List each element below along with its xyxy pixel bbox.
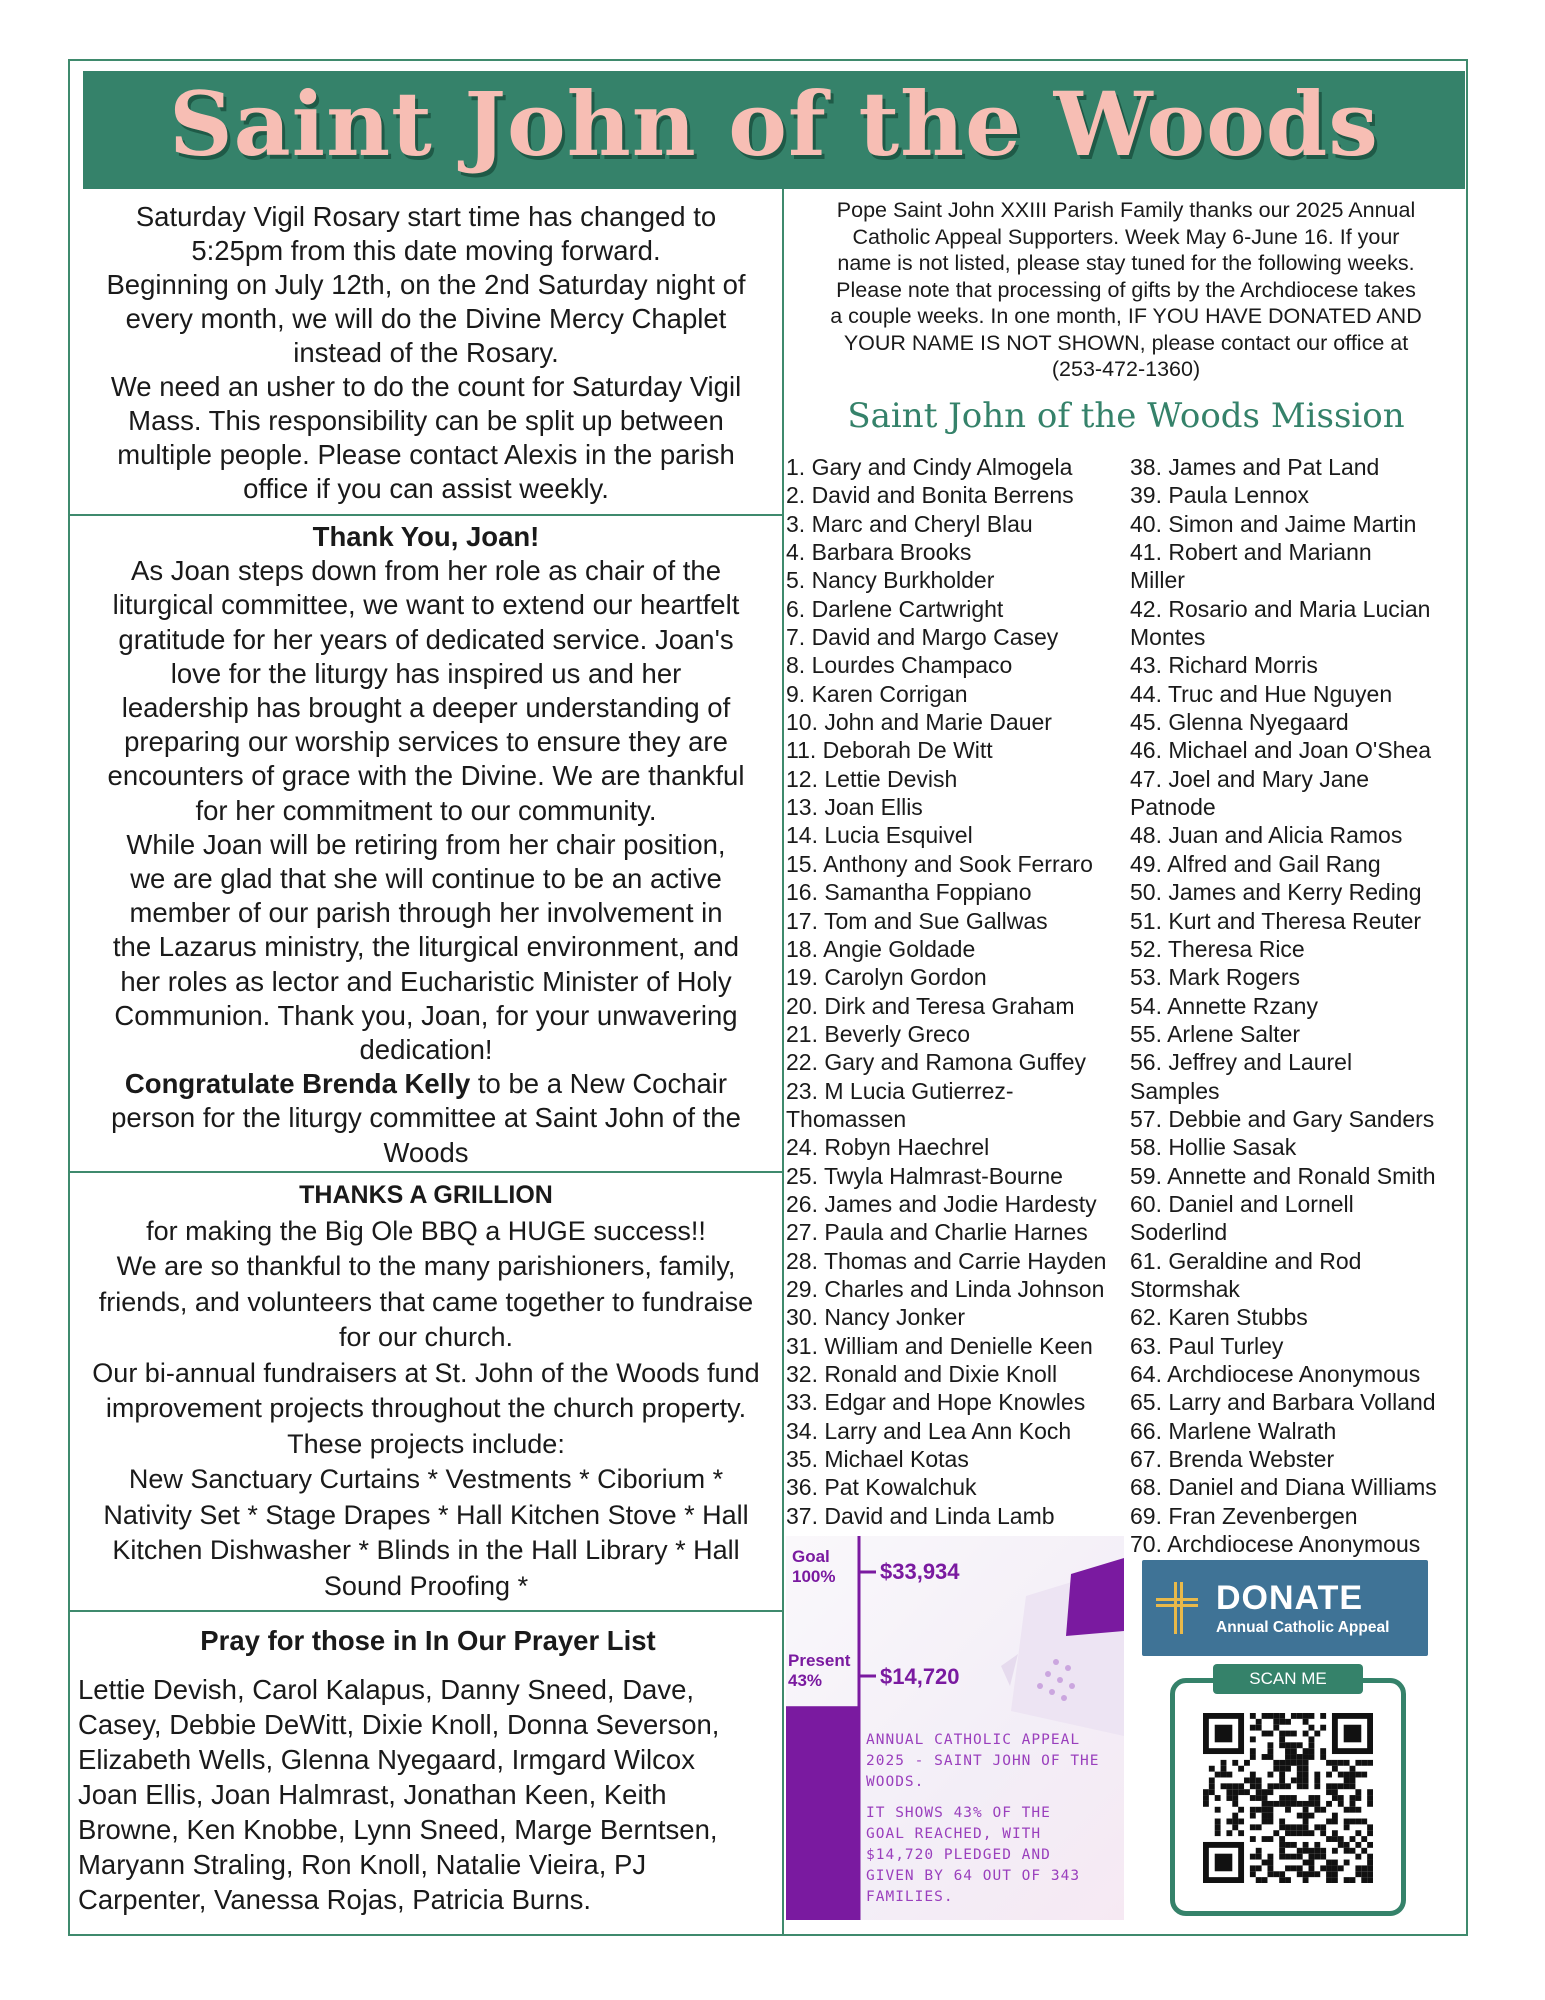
donor-item: 11. Deborah De Witt (786, 737, 993, 764)
donor-item: 67. Brenda Webster (1130, 1446, 1335, 1473)
text-line: Lettie Devish, Carol Kalapus, Danny Sneed, Dave, (78, 1674, 695, 1705)
text-line: liturgical committee, we want to extend our heartfelt (112, 589, 740, 621)
caption-line: FAMILIES. (866, 1889, 954, 1905)
text-line: Saturday Vigil Rosary start time has changed to (135, 201, 717, 232)
text-line: love for the liturgy has inspired us and her (170, 657, 682, 689)
donor-item: 16. Samantha Foppiano (786, 879, 1032, 906)
donor-item: 10. John and Marie Dauer (786, 709, 1052, 736)
text-line: Joan Ellis, Joan Halmrast, Jonathan Keen, Keith (78, 1779, 667, 1810)
donor-item: 5. Nancy Burkholder (786, 567, 995, 594)
donor-item: 32. Ronald and Dixie Knoll (786, 1361, 1058, 1387)
donor-item: 21. Beverly Greco (786, 1020, 971, 1047)
text-line: leadership has brought a deeper understanding of (121, 692, 731, 724)
donor-item: 54. Annette Rzany (1130, 992, 1318, 1019)
donor-item: 26. James and Jodie Hardesty (786, 1190, 1097, 1217)
text-line: Mass. This responsibility can be split up between (128, 405, 724, 436)
donor-item: 39. Paula Lennox (1130, 482, 1310, 509)
text-line: multiple people. Please contact Alexis in the parish (117, 439, 735, 470)
donor-item: 35. Michael Kotas (786, 1446, 969, 1473)
donor-item: 4. Barbara Brooks (786, 539, 972, 566)
donor-item: 65. Larry and Barbara Volland (1130, 1389, 1436, 1416)
donor-item: Patnode (1130, 794, 1216, 821)
text-line: Pope Saint John XXIII Parish Family thanks our 2025 Annual (836, 198, 1416, 222)
donate-button[interactable] (1142, 1560, 1428, 1656)
congrats-text: to be a New Cochair (470, 1068, 728, 1100)
donor-item: 29. Charles and Linda Johnson (786, 1275, 1105, 1302)
donate-sublabel: Annual Catholic Appeal (1216, 1619, 1390, 1636)
present-amount: $14,720 (880, 1664, 960, 1689)
donor-item: 63. Paul Turley (1130, 1332, 1284, 1359)
donor-list-left (786, 453, 1126, 1530)
mission-title: Saint John of the Woods Mission (847, 396, 1405, 436)
text-line: Browne, Ken Knobbe, Lynn Sneed, Marge Berntsen, (78, 1814, 718, 1845)
text-line: Please note that processing of gifts by the Archdiocese takes (836, 277, 1416, 302)
donor-item: Thomassen (786, 1105, 907, 1132)
text-line: Casey, Debbie DeWitt, Dixie Knoll, Donna Severson, (78, 1709, 720, 1740)
caption-line: GOAL REACHED, WITH (866, 1826, 1042, 1842)
appeal-intro (786, 197, 1466, 383)
donor-item: 59. Annette and Ronald Smith (1130, 1162, 1436, 1189)
text-line: Nativity Set * Stage Drapes * Hall Kitchen Stove * Hall (103, 1499, 749, 1530)
page-title: Saint John of the Woods (169, 72, 1379, 176)
donor-item: 53. Mark Rogers (1130, 964, 1301, 991)
donor-item: 49. Alfred and Gail Rang (1130, 850, 1381, 877)
donor-item: 34. Larry and Lea Ann Koch (786, 1417, 1072, 1444)
caption-line: $14,720 PLEDGED AND (866, 1847, 1051, 1863)
announcement-rosary (68, 200, 784, 506)
donor-item: 2. David and Bonita Berrens (786, 482, 1074, 509)
donor-item: 41. Robert and Mariann (1130, 539, 1372, 566)
donor-item: Stormshak (1130, 1275, 1240, 1302)
donor-item: 51. Kurt and Theresa Reuter (1130, 907, 1422, 934)
text-line: 5:25pm from this date moving forward. (191, 235, 661, 266)
donor-item: 46. Michael and Joan O'Shea (1130, 737, 1432, 764)
thank-you-joan-section (68, 520, 784, 1170)
donor-item: 13. Joan Ellis (786, 794, 923, 821)
text-line: person for the liturgy committee at Saint John of the (111, 1102, 741, 1134)
text-line: member of our parish through her involvement in (129, 897, 723, 929)
congrats-name: Congratulate Brenda Kelly (124, 1068, 471, 1100)
section-divider (68, 1171, 783, 1173)
donor-item: Soderlind (1130, 1219, 1228, 1246)
text-line: friends, and volunteers that came together to fundraise (98, 1286, 754, 1317)
text-line: gratitude for her years of dedicated service. Joan's (118, 623, 734, 655)
donor-item: 20. Dirk and Teresa Graham (786, 992, 1075, 1019)
donor-item: 7. David and Margo Casey (786, 624, 1059, 651)
text-line: Communion. Thank you, Joan, for your unwavering (114, 999, 738, 1031)
donor-item: 8. Lourdes Champaco (786, 652, 1013, 679)
goal-percent: 100% (792, 1567, 836, 1586)
text-line: These projects include: (287, 1428, 565, 1459)
text-line: As Joan steps down from her role as chair of the (130, 555, 721, 587)
caption-line: 2025 - SAINT JOHN OF THE (866, 1753, 1100, 1769)
donor-item: 36. Pat Kowalchuk (786, 1474, 977, 1501)
donor-item: 6. Darlene Cartwright (786, 595, 1004, 622)
donor-item: 70. Archdiocese Anonymous (1130, 1531, 1421, 1558)
donor-item: 42. Rosario and Maria Lucian (1130, 595, 1431, 622)
text-line: encounters of grace with the Divine. We are thankful (107, 760, 745, 792)
donor-item: 14. Lucia Esquivel (786, 822, 973, 849)
text-line: instead of the Rosary. (293, 337, 559, 368)
donor-item: Miller (1130, 567, 1185, 594)
caption-line: WOODS. (866, 1774, 925, 1790)
text-line: for making the Big Ole BBQ a HUGE success!! (146, 1215, 706, 1246)
donor-item: 62. Karen Stubbs (1130, 1304, 1308, 1331)
donor-item: 55. Arlene Salter (1130, 1020, 1301, 1047)
donor-item: 30. Nancy Jonker (786, 1304, 965, 1331)
donor-item: 58. Hollie Sasak (1130, 1134, 1297, 1161)
donate-text (1216, 1578, 1389, 1638)
text-line: Our bi-annual fundraisers at St. John of the Woods fund (92, 1357, 760, 1388)
text-line: We need an usher to do the count for Saturday Vigil (110, 371, 742, 402)
frame-bottom-line (68, 1934, 1468, 1936)
text-line: Catholic Appeal Supporters. Week May 6-June 16. If your (852, 224, 1400, 249)
text-line: Sound Proofing * (323, 1570, 529, 1601)
appeal-progress-card (786, 1536, 1124, 1920)
donor-item: 69. Fran Zevenbergen (1130, 1502, 1358, 1529)
congrats-line (68, 1067, 784, 1101)
donor-item: 17. Tom and Sue Gallwas (786, 907, 1048, 934)
appeal-progress-graphic (786, 1536, 1124, 1920)
donor-item: 45. Glenna Nyegaard (1130, 709, 1349, 736)
donor-item: 22. Gary and Ramona Guffey (786, 1049, 1087, 1076)
donor-item: 19. Carolyn Gordon (786, 964, 987, 991)
present-label: Present (788, 1651, 851, 1670)
donor-item: 3. Marc and Cheryl Blau (786, 510, 1033, 537)
text-line: Beginning on July 12th, on the 2nd Saturday night of (106, 269, 746, 300)
donor-item: 33. Edgar and Hope Knowles (786, 1389, 1086, 1416)
donor-item: 57. Debbie and Gary Sanders (1130, 1105, 1435, 1132)
qr-code-icon (1203, 1713, 1373, 1883)
caption-line: IT SHOWS 43% OF THE (866, 1805, 1051, 1821)
text-line: Carpenter, Vanessa Rojas, Patricia Burns. (78, 1884, 592, 1915)
donor-item: 18. Angie Goldade (786, 935, 976, 962)
text-line: Maryann Straling, Ron Knoll, Natalie Vieira, PJ (78, 1849, 647, 1880)
text-line: office if you can assist weekly. (243, 473, 609, 504)
donor-item: 23. M Lucia Gutierrez- (786, 1077, 1014, 1104)
donor-item: 27. Paula and Charlie Harnes (786, 1219, 1088, 1246)
text-line: We are so thankful to the many parishioners, family, (116, 1251, 736, 1281)
decor-shape (1066, 1558, 1124, 1636)
frame-top-line (68, 59, 1468, 61)
caption-line: ANNUAL CATHOLIC APPEAL (866, 1732, 1081, 1748)
appeal-caption (866, 1732, 1100, 1905)
text-line: we are glad that she will continue to be an active (130, 863, 722, 895)
donor-item: 52. Theresa Rice (1130, 935, 1305, 962)
text-line: (253-472-1360) (1051, 357, 1201, 381)
donor-item: 50. James and Kerry Reding (1130, 879, 1422, 906)
donor-list-right (1130, 453, 1470, 1558)
text-line: New Sanctuary Curtains * Vestments * Ciborium * (128, 1464, 724, 1494)
caption-line: GIVEN BY 64 OUT OF 343 (866, 1868, 1081, 1884)
donor-item: 24. Robyn Haechrel (786, 1134, 990, 1161)
donor-item: 61. Geraldine and Rod (1130, 1247, 1362, 1274)
donor-item: Montes (1130, 624, 1206, 651)
donor-item: 60. Daniel and Lornell (1130, 1190, 1354, 1217)
donor-item: 25. Twyla Halmrast-Bourne (786, 1162, 1063, 1189)
qr-code-frame[interactable] (1170, 1678, 1406, 1916)
donor-item: 64. Archdiocese Anonymous (1130, 1361, 1421, 1387)
text-line: for our church. (338, 1322, 514, 1352)
scan-me-label: SCAN ME (1213, 1664, 1363, 1694)
donor-item: 12. Lettie Devish (786, 765, 958, 792)
section-heading: THANKS A GRILLION (299, 1181, 553, 1209)
goal-amount: $33,934 (880, 1559, 960, 1584)
text-line: Elizabeth Wells, Glenna Nyegaard, Irmgard Wilcox (78, 1744, 695, 1775)
donor-item: 31. William and Denielle Keen (786, 1332, 1093, 1359)
donate-label: DONATE (1216, 1579, 1364, 1617)
donor-item: 66. Marlene Walrath (1130, 1417, 1337, 1444)
thanks-a-grillion-section (68, 1178, 784, 1604)
section-heading: Pray for those in In Our Prayer List (200, 1625, 656, 1656)
text-line: Woods (383, 1136, 469, 1168)
section-divider (68, 514, 783, 516)
text-line: dedication! (359, 1034, 493, 1066)
present-percent: 43% (788, 1671, 823, 1690)
section-heading: Thank You, Joan! (312, 521, 540, 552)
donor-item: 15. Anthony and Sook Ferraro (786, 850, 1093, 877)
section-divider (68, 1610, 783, 1612)
text-line: name is not listed, please stay tuned for the following weeks. (837, 251, 1415, 275)
donor-item: 38. James and Pat Land (1130, 454, 1380, 480)
text-line: a couple weeks. In one month, IF YOU HAVE DONATED AND (830, 304, 1422, 328)
donor-item: 40. Simon and Jaime Martin (1130, 510, 1417, 537)
donor-item: 68. Daniel and Diana Williams (1130, 1474, 1437, 1501)
cross-icon (1152, 1578, 1202, 1638)
progress-fill (786, 1706, 859, 1920)
text-line: YOUR NAME IS NOT SHOWN, please contact our office at (843, 330, 1409, 355)
donor-item: 56. Jeffrey and Laurel (1130, 1049, 1353, 1076)
text-line: for her commitment to our community. (195, 794, 657, 826)
text-line: her roles as lector and Eucharistic Minister of Holy (120, 965, 732, 997)
goal-label: Goal (792, 1547, 830, 1566)
title-banner (83, 71, 1465, 189)
text-line: While Joan will be retiring from her chair position, (126, 828, 726, 860)
text-line: Kitchen Dishwasher * Blinds in the Hall Library * Hall (112, 1535, 740, 1565)
donor-item: Samples (1130, 1077, 1220, 1104)
text-line: preparing our worship services to ensure they are (124, 726, 728, 758)
donor-item: 1. Gary and Cindy Almogela (786, 454, 1073, 480)
donor-item: 48. Juan and Alicia Ramos (1130, 822, 1403, 849)
donor-item: 47. Joel and Mary Jane (1130, 765, 1370, 792)
text-line: every month, we will do the Divine Mercy Chaplet (125, 303, 727, 334)
text-line: improvement projects throughout the church property. (105, 1393, 747, 1423)
donor-item: 9. Karen Corrigan (786, 680, 968, 707)
donor-item: 43. Richard Morris (1130, 652, 1318, 679)
text-line: the Lazarus ministry, the liturgical environment, and (112, 931, 740, 963)
donor-item: 44. Truc and Hue Nguyen (1130, 680, 1393, 707)
donor-item: 28. Thomas and Carrie Hayden (786, 1247, 1107, 1274)
donor-item: 37. David and Linda Lamb (786, 1502, 1055, 1529)
prayer-list-section (68, 1623, 778, 1917)
